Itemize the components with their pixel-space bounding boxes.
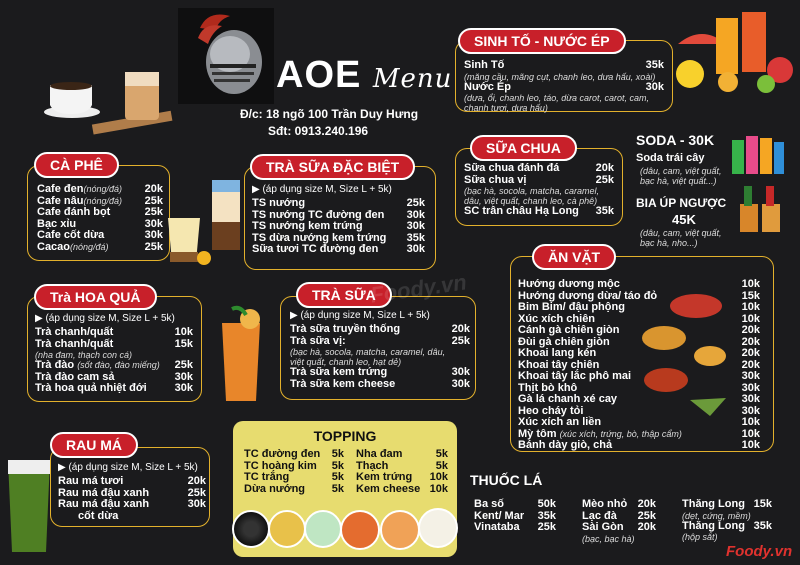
thuoc-la-col2 xyxy=(582,499,656,544)
list-item: Sài Gòn 20k xyxy=(582,521,656,533)
list-item: TS dừa nướng kem trứng 35k xyxy=(252,231,425,244)
list-item: Vinataba 25k xyxy=(474,521,556,533)
tra-hoa-qua-list xyxy=(35,313,193,395)
list-item-note: (hộp sắt) xyxy=(682,532,718,542)
rau-ma-image xyxy=(6,454,52,554)
list-item: cốt dừa xyxy=(78,509,119,522)
watermark: Foody.vn xyxy=(368,269,469,308)
list-item: Dừa nướng 5k xyxy=(244,482,344,495)
list-item: Bánh dày giò, chả 10k xyxy=(518,439,760,451)
thuoc-la-title: THUỐC LÁ xyxy=(470,472,543,488)
brand-name: AOE xyxy=(276,54,362,96)
list-item: Đùi gà chiên giòn 20k xyxy=(518,335,760,348)
tra-sua-dac-biet-list xyxy=(252,184,425,256)
ca-phe-title: CÀ PHÊ xyxy=(34,152,119,178)
soda-title: SODA - 30K xyxy=(636,132,715,148)
sua-chua-title: SỮA CHUA xyxy=(470,135,577,161)
tra-hoa-qua-title: Trà HOA QUẢ xyxy=(34,284,157,310)
tra-sua-list xyxy=(290,310,470,390)
list-item: Khoai tây chiên 20k xyxy=(518,358,760,371)
list-item: Cafe đánh bọt 25k xyxy=(37,206,163,218)
coffee-image xyxy=(30,50,180,140)
size-note: ▶ (áp dụng size M, Size L + 5k) xyxy=(252,184,392,195)
phone: Sđt: 0913.240.196 xyxy=(268,124,369,138)
list-item: Rau má đậu xanh 25k xyxy=(58,486,206,499)
rau-ma-title: RAU MÁ xyxy=(50,432,138,458)
list-item: Sữa chua vị 25k xyxy=(464,173,614,186)
list-item-note: (bạc, bạc hà) xyxy=(582,533,635,544)
size-note: ▶ (áp dụng size M, Size L + 5k) xyxy=(35,313,175,324)
soda-image xyxy=(730,128,786,176)
bia-price: 45K xyxy=(672,212,696,227)
brand-title xyxy=(276,54,452,97)
an-vat-list xyxy=(518,279,760,452)
milk-tea-image xyxy=(206,172,246,252)
list-item: Thịt bò khô 30k xyxy=(518,381,760,394)
list-item: TC trắng 5k xyxy=(244,471,344,483)
list-item: Lạc đà 25k xyxy=(582,509,656,522)
list-item: Sinh Tố 35k xyxy=(464,59,664,71)
list-item: Thạch 5k xyxy=(356,459,448,472)
list-item-note: (bạc hà, socola, matcha, caramel, dâu, việt quất, chanh leo, cà phê) xyxy=(464,186,600,206)
list-item: Rau má đậu xanh 30k xyxy=(58,498,206,510)
list-item: Trà sữa truyền thống 20k xyxy=(290,323,470,335)
topping-jelly-image xyxy=(304,510,342,548)
list-item: Kent/ Mar 35k xyxy=(474,509,556,522)
size-note: ▶ (áp dụng size M, Size L + 5k) xyxy=(58,462,198,473)
fruit-juice-image xyxy=(672,4,798,94)
list-item: TC đường đen 5k xyxy=(244,448,344,460)
sinh-to-list xyxy=(464,60,664,113)
bia-title: BIA ÚP NGƯỢC xyxy=(636,196,727,210)
topping-cheese-image xyxy=(418,508,458,548)
list-item: Khoai tây lắc phô mai 30k xyxy=(518,370,760,382)
soda-note: (dâu, cam, việt quất, bạc hà, việt quất...) xyxy=(640,166,722,186)
list-item: SC trân châu Hạ Long 35k xyxy=(464,205,614,217)
soda-name: Soda trái cây xyxy=(636,152,705,164)
list-item: Kem trứng 10k xyxy=(356,471,448,483)
iced-tea-image xyxy=(212,305,270,405)
thuoc-la-col3 xyxy=(682,499,772,542)
list-item: Bạc xỉu 30k xyxy=(37,217,163,230)
list-item: Xúc xích chiên 10k xyxy=(518,312,760,325)
rau-ma-list xyxy=(58,462,206,522)
topping-title: TOPPING xyxy=(313,428,377,444)
list-item: Sữa tươi TC đường đen 30k xyxy=(252,243,425,255)
list-item: TS nướng 25k xyxy=(252,197,425,209)
flavor-note: (bạc hà, socola, matcha, caramel, dâu, việt quất, chanh leo, hạt dẻ) xyxy=(290,347,446,367)
thuoc-la-col1 xyxy=(474,499,556,534)
list-item: Mèo nhỏ 20k xyxy=(582,498,656,510)
list-item: Trà hoa quả nhiệt đới 30k xyxy=(35,382,193,394)
address: Đ/c: 18 ngõ 100 Trần Duy Hưng xyxy=(240,107,419,121)
pudding-image xyxy=(164,212,212,268)
list-item: Trà đào cam sả 30k xyxy=(35,370,193,383)
list-item: Cafe đen(nóng/đá) 20k xyxy=(37,183,163,195)
topping-cream-image xyxy=(380,510,420,550)
list-item: Cacao(nóng/đá) 25k xyxy=(37,240,163,253)
list-item: Cafe nâu(nóng/đá) 25k xyxy=(37,194,163,207)
list-item: Heo cháy tỏi 30k xyxy=(518,404,760,417)
list-item: Trà đào (sốt đào, đào miếng) 25k xyxy=(35,359,193,371)
list-item: Rau má tươi 20k xyxy=(58,475,206,487)
list-item: Hướng dương mộc 10k xyxy=(518,278,760,290)
list-item-note: (dẹt, cứng, mềm) xyxy=(682,510,751,521)
knight-logo xyxy=(178,8,274,104)
brand-suffix: Menu xyxy=(372,64,453,94)
list-item: Thăng Long 35k xyxy=(682,519,772,532)
list-item: Mỳ tôm (xúc xích, trứng, bò, thập cẩm) 10k xyxy=(518,427,760,440)
list-item: Ba số 50k xyxy=(474,498,556,510)
list-item: Bim Bim/ đậu phộng 10k xyxy=(518,301,760,313)
list-item: Trà sữa kem trứng 30k xyxy=(290,366,470,378)
ca-phe-list xyxy=(37,184,163,253)
list-item: Cánh gà chiên giòn 20k xyxy=(518,324,760,336)
list-item: Trà chanh/quất 15k xyxy=(35,337,193,350)
list-item: Kem cheese 10k xyxy=(356,482,448,495)
list-item: Xúc xích an liền 10k xyxy=(518,416,760,428)
list-item: Gà lá chanh xé cay 30k xyxy=(518,393,760,405)
list-item: TC hoàng kim 5k xyxy=(244,459,344,472)
list-item: TS nướng kem trứng 30k xyxy=(252,220,425,232)
list-item: Nha đam 5k xyxy=(356,448,448,460)
list-item: Cafe cốt dừa 30k xyxy=(37,229,163,241)
list-item: Trà sữa kem cheese 30k xyxy=(290,377,470,390)
list-item: Trà chanh/quất 10k xyxy=(35,326,193,338)
beer-image xyxy=(736,184,786,234)
list-item: Trà sữa vị: 25k xyxy=(290,334,470,347)
list-item-note: (dưa, ổi, chanh leo, táo, dừa carot, carot, cam, chanh tươi, dưa hấu) xyxy=(464,93,650,113)
bia-note: (dâu, cam, việt quất, bạc hà, nho...) xyxy=(640,228,722,248)
sua-chua-list xyxy=(464,163,614,218)
list-item: Thăng Long 15k xyxy=(682,498,772,510)
tra-sua-title: TRÀ SỮA xyxy=(296,282,392,308)
list-item: Nước Ép 30k xyxy=(464,80,664,93)
topping-right xyxy=(356,449,448,495)
topping-pearl-image xyxy=(232,510,270,548)
tra-sua-dac-biet-title: TRÀ SỮA ĐẶC BIỆT xyxy=(250,154,415,180)
size-note: ▶ (áp dụng size M, Size L + 5k) xyxy=(290,310,430,321)
list-item: Sữa chua đánh đá 20k xyxy=(464,162,614,174)
footer-logo[interactable]: Foody.vn xyxy=(726,543,793,560)
topping-left xyxy=(244,449,344,495)
list-item: Hướng dương dừa/ táo đỏ 15k xyxy=(518,289,760,302)
topping-fruit-image xyxy=(340,510,380,550)
topping-pudding-image xyxy=(268,510,306,548)
list-item-note: (nha đam, thạch con cá) xyxy=(35,350,133,360)
sinh-to-title: SINH TỐ - NƯỚC ÉP xyxy=(458,28,626,54)
an-vat-title: ĂN VẶT xyxy=(532,244,616,270)
list-item: Khoai lang kén 20k xyxy=(518,347,760,359)
list-item-note: (măng cầu, mãng cụt, chanh leo, dưa hấu, xoài) xyxy=(464,71,656,82)
list-item: TS nướng TC đường đen 30k xyxy=(252,208,425,221)
